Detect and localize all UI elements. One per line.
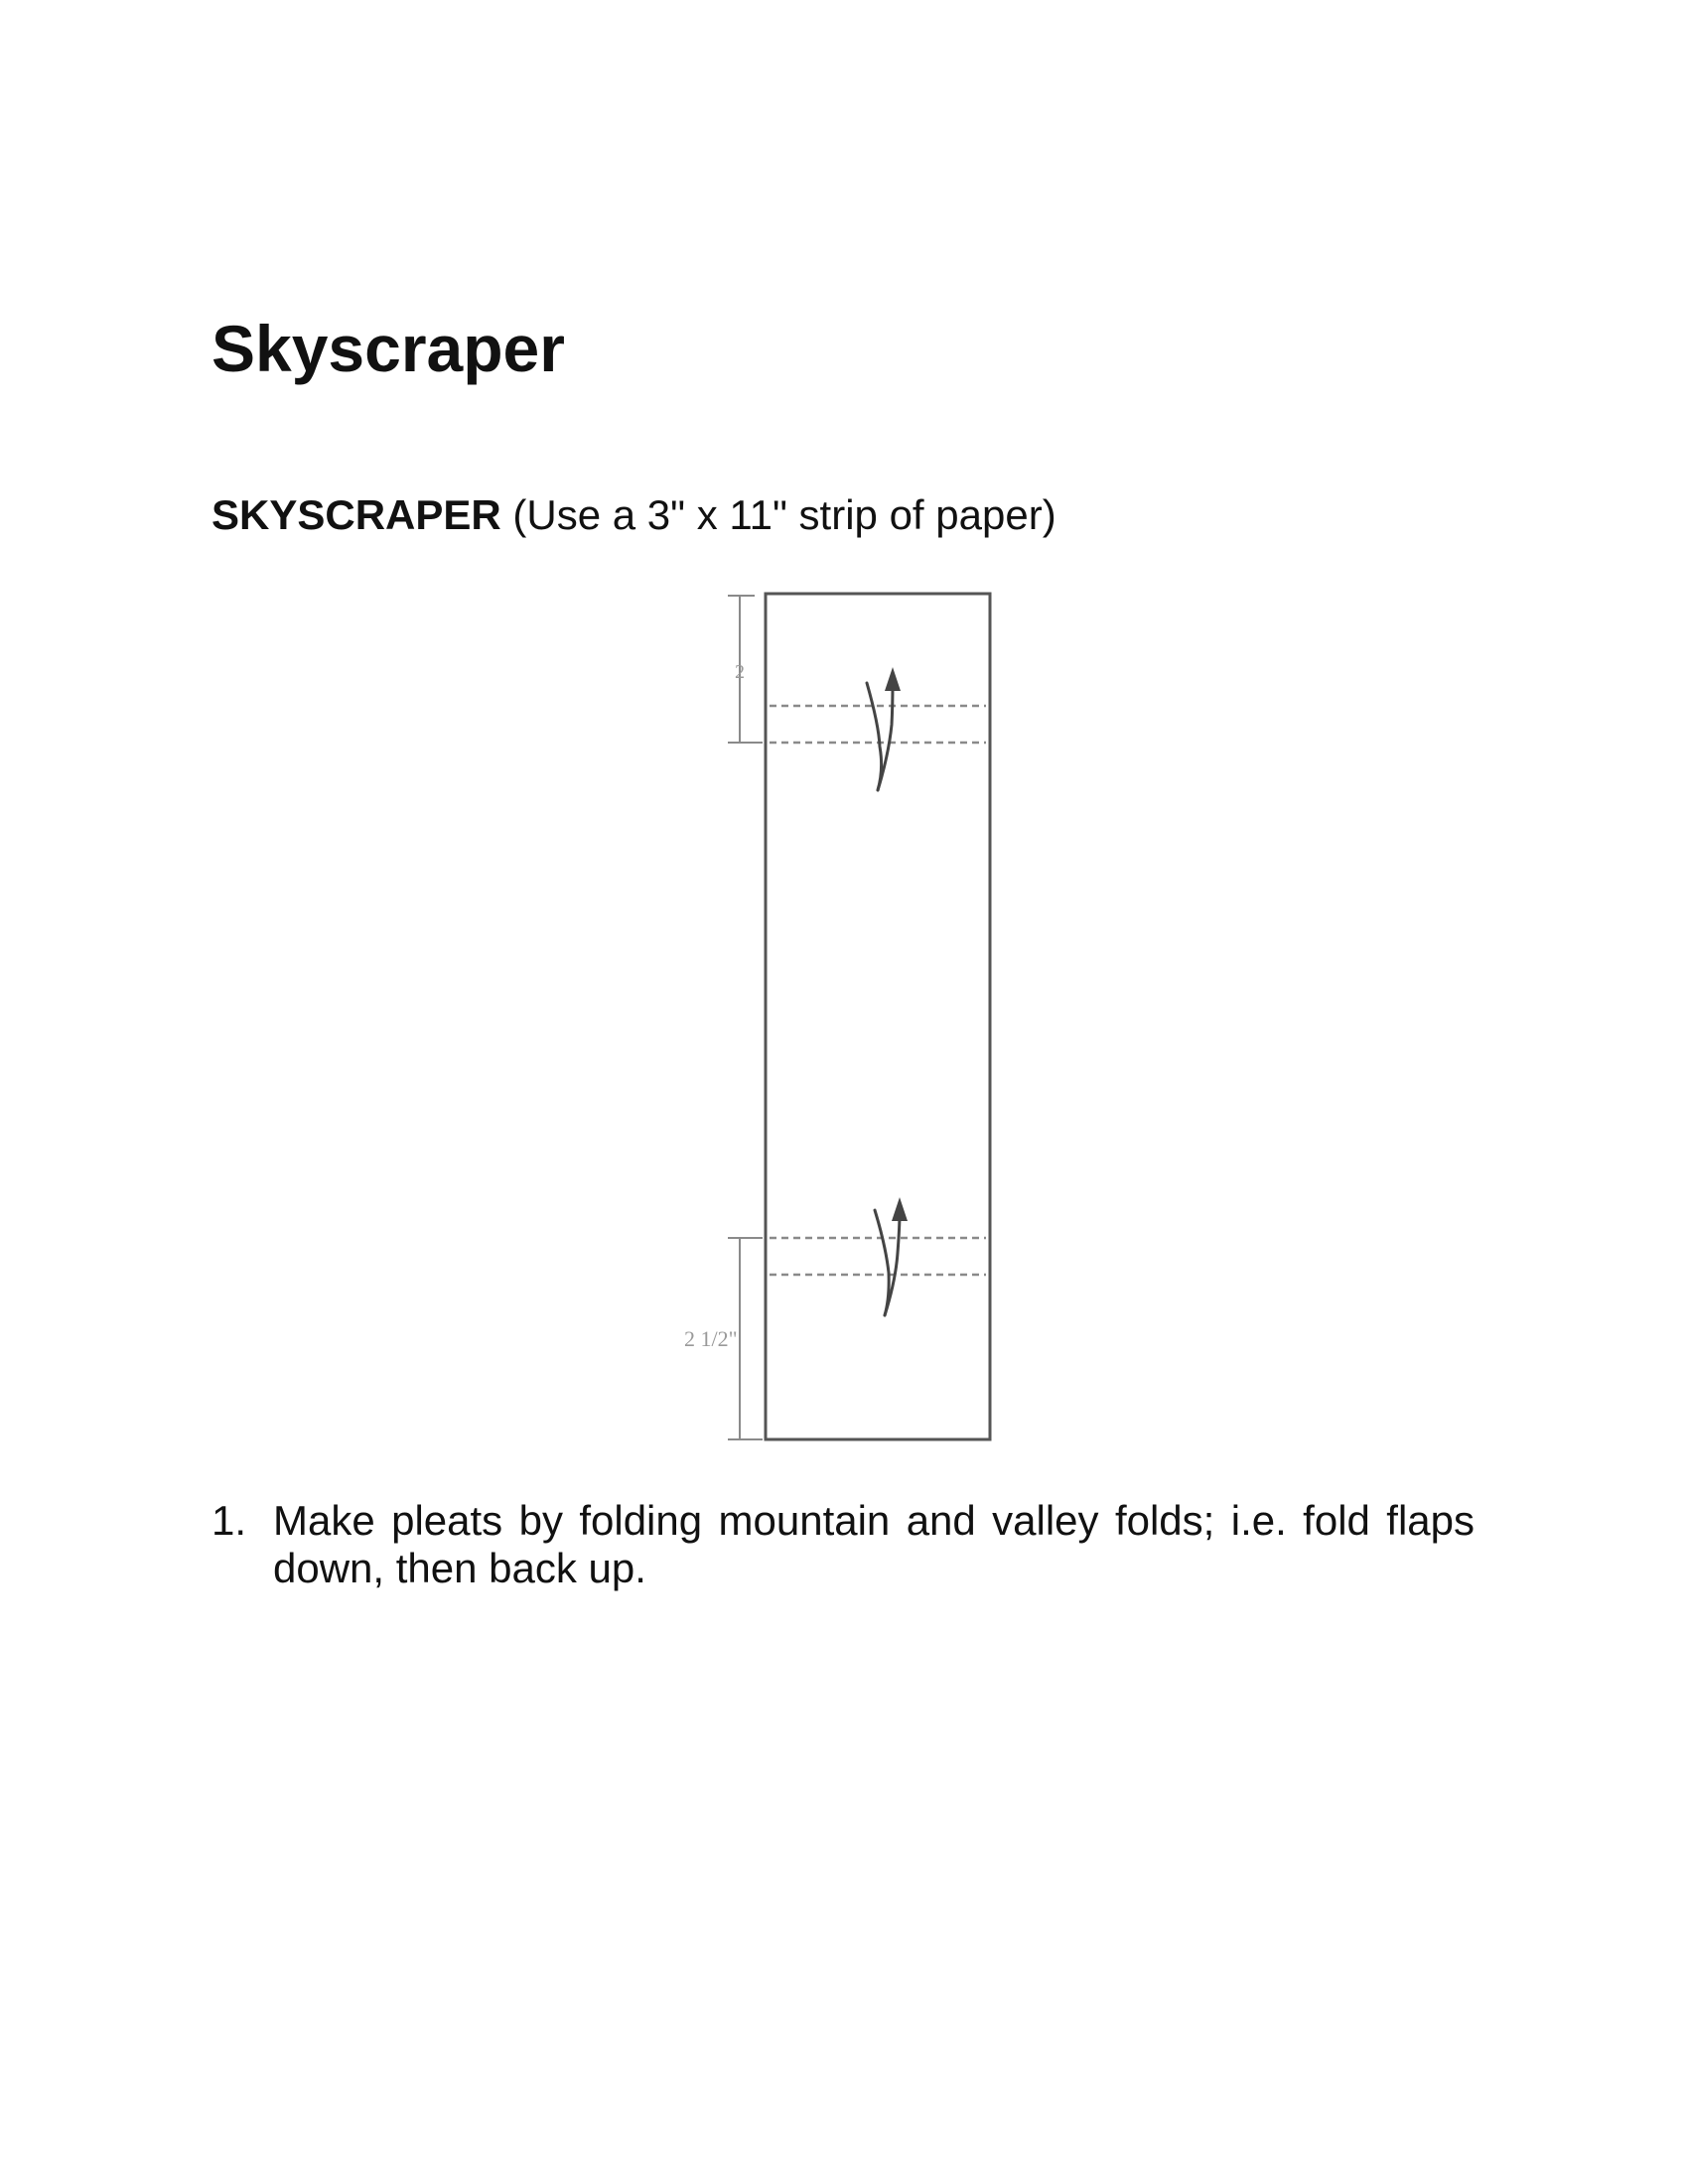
step-number: 1. [211,1497,247,1544]
bottom-fold-arrow-icon [875,1197,908,1315]
step-text: Make pleats by folding mountain and valley folds; i.e. fold flaps down, then back up. [273,1497,1475,1591]
fold-diagram [655,576,1013,1449]
bottom-measure-label: 2 1/2" [684,1326,738,1351]
top-measure-label: 2 [735,661,745,683]
materials-heading-label: SKYSCRAPER [211,491,501,538]
top-measure-bracket [728,596,763,743]
materials-heading [211,490,1056,540]
instruction-step [211,1497,1475,1592]
top-fold-arrow-icon [867,667,901,790]
materials-heading-note: (Use a 3" x 11" strip of paper) [500,491,1056,538]
instructions-list [211,1497,1475,1592]
page-title: Skyscraper [211,312,565,385]
paper-strip [766,594,990,1439]
